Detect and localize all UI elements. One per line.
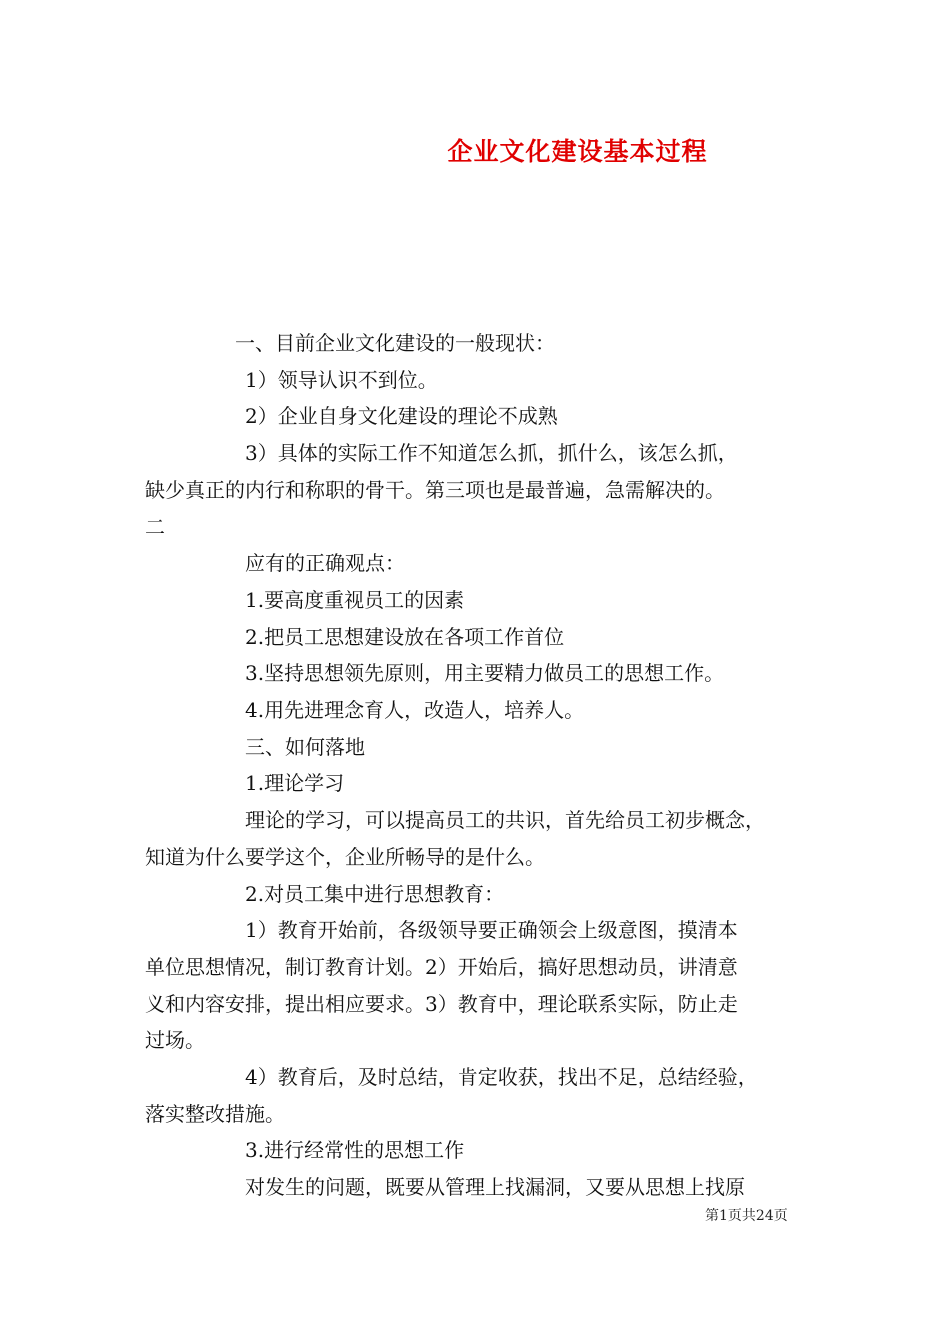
subsection-heading: 1.理论学习	[245, 771, 345, 796]
section-heading: 二	[145, 514, 165, 539]
paragraph-line: 知道为什么要学这个，企业所畅导的是什么。	[145, 844, 545, 869]
paragraph-line: 义和内容安排，提出相应要求。3）教育中，理论联系实际，防止走	[145, 991, 738, 1016]
paragraph-line: 落实整改措施。	[145, 1101, 285, 1126]
list-item: 1）领导认识不到位。	[245, 367, 438, 392]
paragraph-line: 4）教育后，及时总结，肯定收获，找出不足，总结经验，	[245, 1065, 758, 1090]
list-item: 3.坚持思想领先原则，用主要精力做员工的思想工作。	[245, 661, 725, 686]
document-body	[145, 325, 825, 1206]
paragraph-line: 理论的学习，可以提高员工的共识，首先给员工初步概念，	[245, 808, 765, 833]
paragraph-line: 缺少真正的内行和称职的骨干。第三项也是最普遍，急需解决的。	[145, 477, 725, 502]
subsection-heading: 3.进行经常性的思想工作	[245, 1138, 465, 1163]
list-item: 2.把员工思想建设放在各项工作首位	[245, 624, 565, 649]
section-heading: 三、如何落地	[245, 734, 365, 759]
page-number: 第1页共24页	[705, 1208, 788, 1224]
paragraph-line: 过场。	[145, 1028, 205, 1053]
paragraph-line: 对发生的问题，既要从管理上找漏洞，又要从思想上找原	[245, 1175, 745, 1200]
document-title: 企业文化建设基本过程	[447, 137, 708, 166]
paragraph-line: 单位思想情况，制订教育计划。2）开始后，搞好思想动员，讲清意	[145, 954, 738, 979]
list-item: 2）企业自身文化建设的理论不成熟	[245, 404, 558, 429]
section-heading: 一、目前企业文化建设的一般现状：	[235, 331, 555, 355]
list-item: 4.用先进理念育人，改造人，培养人。	[245, 698, 585, 723]
list-item: 1.要高度重视员工的因素	[245, 587, 465, 612]
paragraph-line: 1）教育开始前，各级领导要正确领会上级意图，摸清本	[245, 918, 738, 943]
list-item: 3）具体的实际工作不知道怎么抓，抓什么，该怎么抓，	[245, 441, 738, 466]
paragraph-line: 应有的正确观点：	[245, 551, 405, 576]
subsection-heading: 2.对员工集中进行思想教育：	[245, 881, 505, 906]
